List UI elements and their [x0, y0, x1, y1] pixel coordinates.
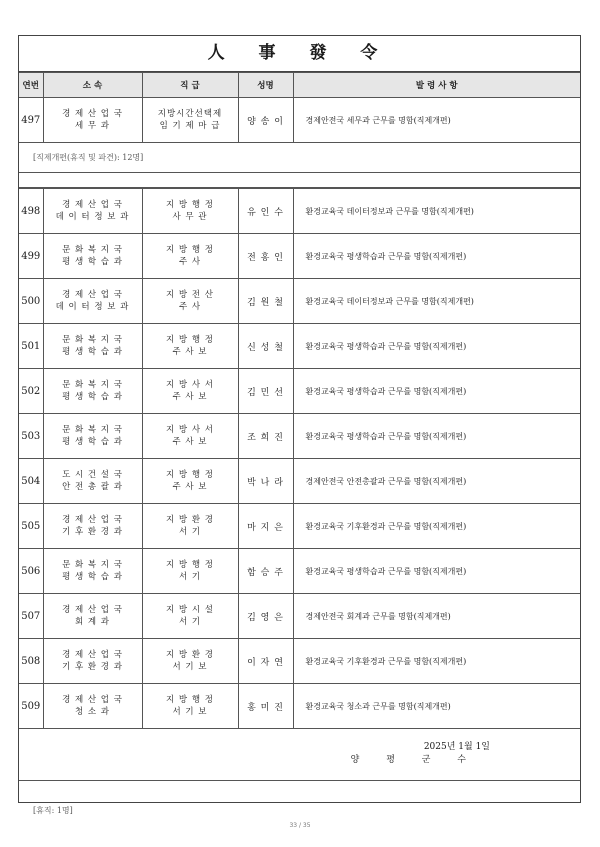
row-name: 신 성 철 — [238, 324, 293, 369]
row-name: 김 원 철 — [238, 279, 293, 324]
row-name: 조 희 진 — [238, 414, 293, 459]
grade-rank: 임 기 제 마 급 — [159, 121, 221, 131]
dept-bureau: 경 제 산 업 국 — [62, 695, 123, 705]
row-grade — [142, 594, 238, 639]
row-name: 김 민 선 — [238, 369, 293, 414]
row-name: 전 홍 인 — [238, 234, 293, 279]
dept-division: 데 이 터 정 보 과 — [55, 302, 130, 312]
header-table — [19, 72, 580, 143]
row-dept — [43, 504, 142, 549]
row-grade — [142, 504, 238, 549]
row-dept — [43, 279, 142, 324]
row-grade — [142, 324, 238, 369]
dept-bureau: 경 제 산 업 국 — [62, 515, 123, 525]
grade-rank: 주 사 보 — [172, 482, 208, 492]
dept-bureau: 문 화 복 지 국 — [62, 425, 123, 435]
dept-bureau: 경 제 산 업 국 — [62, 109, 123, 119]
grade-rank: 주 사 보 — [172, 347, 208, 357]
dept-division: 평 생 학 습 과 — [62, 572, 123, 582]
row-grade — [142, 189, 238, 234]
row-name: 함 승 주 — [238, 549, 293, 594]
grade-series: 지 방 사 서 — [166, 425, 214, 435]
grade-series: 지 방 환 경 — [166, 515, 214, 525]
table-row — [19, 549, 580, 594]
header-name: 성명 — [238, 73, 293, 98]
footer-section — [19, 781, 580, 821]
grade-rank: 서 기 — [178, 527, 202, 537]
document-title: 人 事 發 令 — [19, 36, 580, 72]
issue-date: 2025년 1월 1일 — [423, 742, 490, 752]
row-grade — [142, 549, 238, 594]
table-row — [19, 504, 580, 549]
row-note: 환경교육국 데이터정보과 근무를 명함(직제개편) — [293, 189, 580, 234]
grade-rank: 서 기 보 — [172, 707, 208, 717]
row-dept — [43, 189, 142, 234]
row-no: 499 — [19, 234, 43, 279]
dept-division: 평 생 학 습 과 — [62, 257, 123, 267]
dept-division: 평 생 학 습 과 — [62, 437, 123, 447]
row-name: 양 송 이 — [238, 98, 293, 143]
row-no: 507 — [19, 594, 43, 639]
section-label: [직제개편(휴직 및 파견): 12명] — [19, 143, 580, 173]
row-name: 이 자 연 — [238, 639, 293, 684]
grade-series: 지 방 시 설 — [166, 605, 214, 615]
dept-bureau: 문 화 복 지 국 — [62, 380, 123, 390]
grade-rank: 서 기 — [178, 572, 202, 582]
row-dept — [43, 369, 142, 414]
dept-bureau: 경 제 산 업 국 — [62, 650, 123, 660]
row-no: 504 — [19, 459, 43, 504]
header-dept: 소 속 — [43, 73, 142, 98]
dept-division: 기 후 환 경 과 — [62, 662, 123, 672]
dept-bureau: 문 화 복 지 국 — [62, 245, 123, 255]
records-table — [19, 188, 580, 729]
grade-rank: 서 기 — [178, 617, 202, 627]
table-row — [19, 234, 580, 279]
personnel-order-page — [18, 35, 581, 815]
row-no: 506 — [19, 549, 43, 594]
table-row — [19, 279, 580, 324]
row-grade — [142, 369, 238, 414]
row-name: 마 지 은 — [238, 504, 293, 549]
row-note: 환경교육국 평생학습과 근무를 명함(직제개편) — [293, 234, 580, 279]
row-dept — [43, 549, 142, 594]
grade-series: 지 방 행 정 — [166, 335, 214, 345]
row-dept — [43, 459, 142, 504]
row-note: 환경교육국 기후환경과 근무를 명함(직제개편) — [293, 504, 580, 549]
dept-division: 세 무 과 — [74, 121, 111, 131]
footer-label: [휴직: 1명] — [33, 806, 73, 815]
row-note: 환경교육국 평생학습과 근무를 명함(직제개편) — [293, 549, 580, 594]
header-no: 연번 — [19, 73, 43, 98]
row-dept — [43, 234, 142, 279]
grade-series: 지 방 환 경 — [166, 650, 214, 660]
issuer: 양 평 군 수 — [350, 755, 478, 765]
row-name: 홍 미 진 — [238, 684, 293, 729]
grade-rank: 주 사 — [178, 302, 202, 312]
row-note: 경제안전국 안전총괄과 근무를 명함(직제개편) — [293, 459, 580, 504]
row-no: 501 — [19, 324, 43, 369]
row-dept — [43, 414, 142, 459]
row-no: 502 — [19, 369, 43, 414]
header-grade: 직 급 — [142, 73, 238, 98]
row-no: 509 — [19, 684, 43, 729]
grade-series: 지 방 전 산 — [166, 290, 214, 300]
row-grade — [142, 234, 238, 279]
signature-block — [19, 729, 580, 781]
grade-series: 지 방 행 정 — [166, 470, 214, 480]
dept-division: 청 소 과 — [74, 707, 111, 717]
section-spacer — [19, 173, 580, 188]
row-no: 508 — [19, 639, 43, 684]
dept-bureau: 경 제 산 업 국 — [62, 605, 123, 615]
table-row — [19, 369, 580, 414]
row-no: 505 — [19, 504, 43, 549]
grade-series: 지 방 행 정 — [166, 695, 214, 705]
table-row — [19, 98, 580, 143]
grade-rank: 서 기 보 — [172, 662, 208, 672]
table-row — [19, 189, 580, 234]
grade-rank: 사 무 관 — [172, 212, 208, 222]
dept-bureau: 경 제 산 업 국 — [62, 290, 123, 300]
row-no: 497 — [19, 98, 43, 143]
row-note: 경제안전국 회계과 근무를 명함(직제개편) — [293, 594, 580, 639]
table-row — [19, 594, 580, 639]
grade-series: 지 방 행 정 — [166, 245, 214, 255]
dept-division: 평 생 학 습 과 — [62, 392, 123, 402]
grade-series: 지 방 행 정 — [166, 200, 214, 210]
row-note: 환경교육국 청소과 근무를 명함(직제개편) — [293, 684, 580, 729]
row-no: 503 — [19, 414, 43, 459]
row-name: 박 나 라 — [238, 459, 293, 504]
row-dept — [43, 684, 142, 729]
dept-division: 평 생 학 습 과 — [62, 347, 123, 357]
grade-rank: 주 사 보 — [172, 437, 208, 447]
grade-rank: 주 사 보 — [172, 392, 208, 402]
row-grade — [142, 459, 238, 504]
dept-division: 회 계 과 — [74, 617, 111, 627]
page-number: 33 / 35 — [289, 822, 311, 829]
table-row — [19, 639, 580, 684]
row-note: 환경교육국 평생학습과 근무를 명함(직제개편) — [293, 369, 580, 414]
row-note: 환경교육국 평생학습과 근무를 명함(직제개편) — [293, 414, 580, 459]
row-name: 유 인 수 — [238, 189, 293, 234]
row-note: 환경교육국 기후환경과 근무를 명함(직제개편) — [293, 639, 580, 684]
table-header-row — [19, 73, 580, 98]
row-name: 김 영 은 — [238, 594, 293, 639]
row-dept — [43, 324, 142, 369]
row-grade — [142, 98, 238, 143]
table-row — [19, 414, 580, 459]
grade-series: 지 방 행 정 — [166, 560, 214, 570]
dept-bureau: 도 시 건 설 국 — [62, 470, 123, 480]
table-row — [19, 684, 580, 729]
dept-bureau: 문 화 복 지 국 — [62, 335, 123, 345]
table-row — [19, 459, 580, 504]
row-grade — [142, 414, 238, 459]
grade-series: 지방시간선택제 — [157, 109, 223, 119]
grade-series: 지 방 사 서 — [166, 380, 214, 390]
row-no: 500 — [19, 279, 43, 324]
dept-division: 데 이 터 정 보 과 — [55, 212, 130, 222]
row-note: 경제안전국 세무과 근무를 명함(직제개편) — [293, 98, 580, 143]
header-note: 발 령 사 항 — [293, 73, 580, 98]
row-grade — [142, 684, 238, 729]
grade-rank: 주 사 — [178, 257, 202, 267]
row-dept — [43, 98, 142, 143]
dept-division: 안 전 총 괄 과 — [62, 482, 123, 492]
table-row — [19, 324, 580, 369]
dept-bureau: 문 화 복 지 국 — [62, 560, 123, 570]
row-no: 498 — [19, 189, 43, 234]
row-dept — [43, 594, 142, 639]
row-grade — [142, 279, 238, 324]
row-dept — [43, 639, 142, 684]
dept-division: 기 후 환 경 과 — [62, 527, 123, 537]
dept-bureau: 경 제 산 업 국 — [62, 200, 123, 210]
row-grade — [142, 639, 238, 684]
row-note: 환경교육국 평생학습과 근무를 명함(직제개편) — [293, 324, 580, 369]
row-note: 환경교육국 데이터정보과 근무를 명함(직제개편) — [293, 279, 580, 324]
